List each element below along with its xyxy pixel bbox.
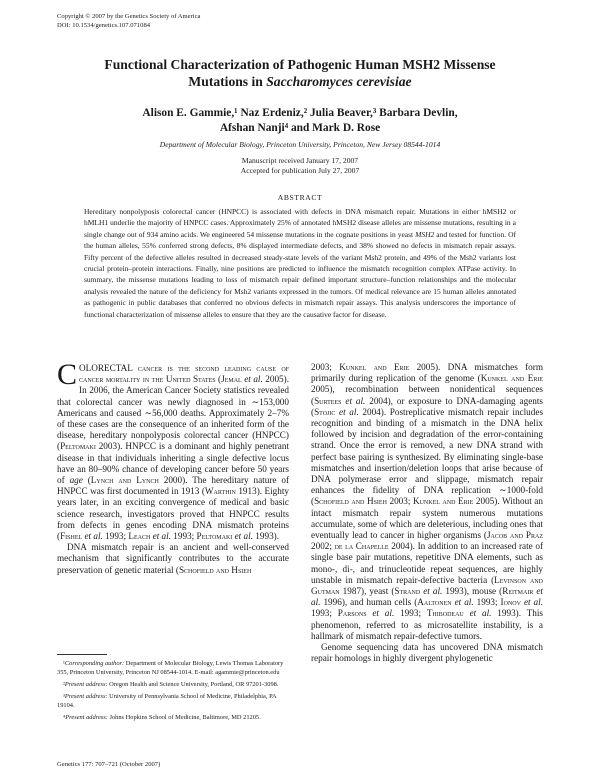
r-t35: 1993;: [473, 597, 501, 608]
p1-e: (: [82, 475, 91, 486]
drop-cap: C: [57, 358, 78, 391]
title-line-2: [40, 73, 560, 90]
footnote-1-label: Corresponding author:: [64, 660, 125, 667]
r-t28: Reitmair: [502, 586, 534, 597]
r-t13: 2004). Postreplicative mismatch repair includes recognition and binding of a mismatch in the DNA helix followed by incision and degradation of the error-containing strand. Once the error is removed, a new DNA strand with perfect base pairing is synthesized. By eliminating single-base mismatches and insertion/deletion loops that arise because of DNA polymerase error and slippage, mismatch repair enhances the fidelity of DNA replication ∼1000-fold (: [311, 406, 544, 507]
p1-ref7: Peltomaki: [196, 531, 233, 542]
r-t27: 1993), mouse (: [442, 586, 503, 597]
r-t10: Stojic: [314, 406, 336, 417]
r-t04: Kunkel and Erie: [480, 373, 543, 384]
authors-line-1: Alison E. Gammie,¹ Naz Erdeniz,² Julia Beaver,³ Barbara Devlin,: [142, 107, 458, 119]
author-list: [40, 106, 560, 136]
r-t39: 1993;: [311, 608, 338, 619]
p1-k: 1993;: [171, 531, 197, 542]
r-t34: et al.: [454, 597, 474, 608]
r-t26: et al.: [423, 586, 443, 597]
title-line-2-prefix: Mutations in: [188, 74, 267, 89]
r-t23: 1987), yeast (: [339, 586, 395, 597]
p1-a: OLORECTAL cancer is the second leading cause of cancer mortality in the United States (: [79, 363, 289, 385]
r-t47: 1993). This phenomenon, referred to as microsatellite instability, is a hallmark of mismatch repair-defective tumors.: [311, 608, 543, 641]
r-t38: et al.: [523, 597, 543, 608]
r-t01: 2003;: [311, 362, 340, 372]
r-t20: de la Chapelle: [334, 541, 389, 552]
r-t40: Parsons: [337, 608, 367, 619]
r-t46: et al.: [469, 608, 492, 619]
copyright-line: Copyright © 2007 by the Genetics Society of America: [57, 13, 201, 20]
footnote-4-text: Johns Hopkins School of Medicine, Baltimore, MD 21205.: [107, 713, 261, 721]
r-t21: 2004). In addition to an increased rate of single base pair mutations, repetitive DNA elements, such as mono-, di-, and trinucleotide repeat sequences, are highly unstable in mismatch repair-defective bacteria (: [311, 541, 544, 585]
p1-ref5: Fishel: [60, 531, 83, 542]
r-t36: Ionov: [500, 597, 521, 608]
p1-g: 1913). Eighty years later, in an exciting convergence of medical and basic science research, investigators proved that HNPCC results from defects in genes encoding DNA mismatch proteins (: [57, 486, 289, 542]
r-t06: Surtees: [314, 395, 342, 406]
r-t03: 2005). DNA mismatches form primarily during replication of the genome (: [311, 362, 543, 384]
abstract-part-b: and tested for function. Of the human alleles, 55% conferred strong defects, 8% displayed intermediate defects, and 38% showed no defects in mismatch repair assays. Fifty percent of the defective alleles resulted in decreased steady-state levels of the variant Msh2 protein, and 49% of the Msh2 variants lost crucial protein–protein interactions. Finally, nine positions are predicted to influence the mismatch recognition complex ATPase activity. In summary, the missense mutations leading to loss of mismatch repair defined important structure–function relationships and the molecular analysis revealed the nature of the deficiency for Msh2 variants expressed in the tumors. Of medical relevance are 15 human alleles annotated as pathogenic in public databases that conferred no obvious defects in mismatch repair assays. This analysis underscores the importance of functional characterization of missense alleles to ensure that they are the causative factor for disease.: [84, 229, 516, 319]
p2-ref: Schofield and Hsieh: [178, 564, 252, 575]
r-t02: Kunkel and Erie: [339, 362, 410, 372]
page-header: [57, 12, 200, 30]
p1-i: 1993;: [102, 531, 129, 542]
r-t14: Schofield and Hsieh: [314, 496, 387, 507]
article-title: [40, 56, 560, 90]
abstract-part-a: Hereditary nonpolyposis colorectal cancer (HNPCC) is associated with defects in DNA mismatch repair. Mutations in either hMSH2 or hMLH1 underlie the majority of HNPCC cases. Approximately 25% of annotated hMSH2 disease alleles are missense mutations, resulting in a single change out of 934 amino acids. We engineered 54 missense mutations in the cognate positions in yeast: [84, 207, 516, 239]
authors-line-2: Afshan Nanji⁴ and Mark D. Rose: [219, 122, 381, 134]
footnote-1-mark: ¹: [63, 660, 65, 667]
p1-c: 2005). In 2006, the American Cancer Society statistics revealed that colorectal cancer was newly diagnosed in ∼153,000 Americans and caused ∼56,000 deaths. Approximately 2–7% of these cases are the consequence of an inherited form of the disease, hereditary nonpolyposis colorectal cancer (HNPCC) (: [57, 374, 290, 452]
r-t18: Jacob and Praz: [486, 530, 543, 541]
p1-ref3: Lynch and Lynch: [90, 475, 159, 486]
r-t19: 2002;: [311, 541, 335, 552]
abstract-heading: ABSTRACT: [277, 193, 323, 202]
accepted-date: Accepted for publication July 27, 2007: [240, 166, 360, 175]
received-date: Manuscript received January 17, 2007: [241, 156, 359, 165]
r-t32: Aaltonen: [417, 597, 452, 608]
r-t31: 1996), and human cells (: [320, 597, 418, 608]
intro-paragraph-1: [57, 358, 290, 542]
footnote-2-text: Oregon Health and Science University, Portland, OR 97201-3098.: [107, 681, 279, 688]
footnote-rule: [57, 654, 107, 655]
title-species: Saccharomyces cerevisiae: [266, 74, 412, 89]
manuscript-dates: [40, 156, 560, 176]
journal-citation: Genetics 177: 707–721 (October 2007): [57, 761, 161, 768]
footnote-2-label: Present address:: [64, 681, 108, 688]
footnote-3-mark: ³: [63, 692, 65, 700]
footnote-1: [57, 659, 289, 678]
r-t08: et al.: [345, 395, 366, 406]
p1-ref2: Peltomaki: [60, 441, 96, 452]
title-line-1: Functional Characterization of Pathogenic Human MSH2 Missense: [104, 57, 496, 72]
intro-paragraph-2: [57, 542, 289, 576]
footnote-1-text: Department of Molecular Biology, Lewis Thomas Laboratory 355, Princeton University, Princeton NJ 08544-1014. E-mail: agammie@princeton.edu: [57, 660, 284, 677]
r-t43: 1993;: [394, 608, 427, 619]
doi-line: DOI: 10.1534/genetics.107.071084: [57, 22, 151, 29]
p1-ref1: Jemal: [221, 374, 242, 385]
r-t42: et al.: [372, 608, 395, 619]
r-t44: Thibodeau: [426, 608, 464, 619]
affiliation: Department of Molecular Biology, Princeton University, Princeton, New Jersey 08544-1014: [159, 140, 441, 149]
p1-age: age: [69, 475, 83, 486]
footnote-4-mark: ⁴: [63, 713, 66, 721]
p1-ref4: Warthin: [204, 486, 236, 497]
abstract-text: [84, 206, 516, 320]
r-t30: et al.: [311, 586, 543, 608]
footnotes: [57, 659, 289, 722]
r-t05: 2005), recombination between nonidentical sequences (: [311, 384, 543, 406]
r-t12: et al.: [339, 406, 359, 417]
p1-m: 1993).: [252, 531, 280, 542]
r-t16: Kunkel and Erie: [412, 496, 474, 507]
r-t17: 2005). Without an intact mismatch repair system numerous mutations accumulate, some of which are deleterious, including ones that eventually lead to cancer in higher organisms (: [311, 496, 543, 541]
p2-a: DNA mismatch repair is an ancient and well-conserved mechanism that significantly contributes to the accurate preservation of genetic material (: [57, 542, 289, 575]
body-column-right: [311, 362, 543, 664]
right-paragraph-1: [311, 362, 543, 642]
p1-d: 2003). HNPCC is a dominant and highly penetrant disease in that individuals inheriting a single defective locus have an 80–90% chance of developing cancer before 50 years of: [57, 441, 289, 486]
footnote-2-mark: ²: [63, 681, 65, 688]
footnote-4-label: Present address:: [65, 713, 108, 721]
abstract-gene: MSH2: [415, 229, 435, 239]
p1-etal1: et al.: [244, 374, 263, 385]
r-t15: 2003;: [386, 496, 413, 507]
r-t22: Levinson and Gutman: [311, 574, 543, 597]
footnote-3-text: University of Pennsylvania School of Medicine, Philadelphia, PA 19104.: [57, 692, 277, 709]
p1-etal3: et al.: [152, 531, 171, 542]
p1-f: 2000). The hereditary nature of HNPCC was first documented in 1913 (: [57, 475, 290, 497]
r-t09: 2004), or exposure to DNA-damaging agents (: [311, 395, 544, 417]
footnote-3-label: Present address:: [64, 692, 108, 700]
body-column-left: [57, 358, 290, 576]
p1-etal2: et al.: [84, 531, 103, 542]
footnote-2: [57, 680, 289, 689]
r-t24: Strand: [394, 586, 421, 597]
right-paragraph-2: Genome sequencing data has uncovered DNA mismatch repair homologs in highly divergent phylogenetic: [311, 642, 543, 664]
footnote-3: [57, 692, 289, 711]
footnote-4: [57, 713, 289, 722]
p1-etal4: et al.: [234, 531, 253, 542]
p1-ref6: Leach: [128, 531, 151, 542]
